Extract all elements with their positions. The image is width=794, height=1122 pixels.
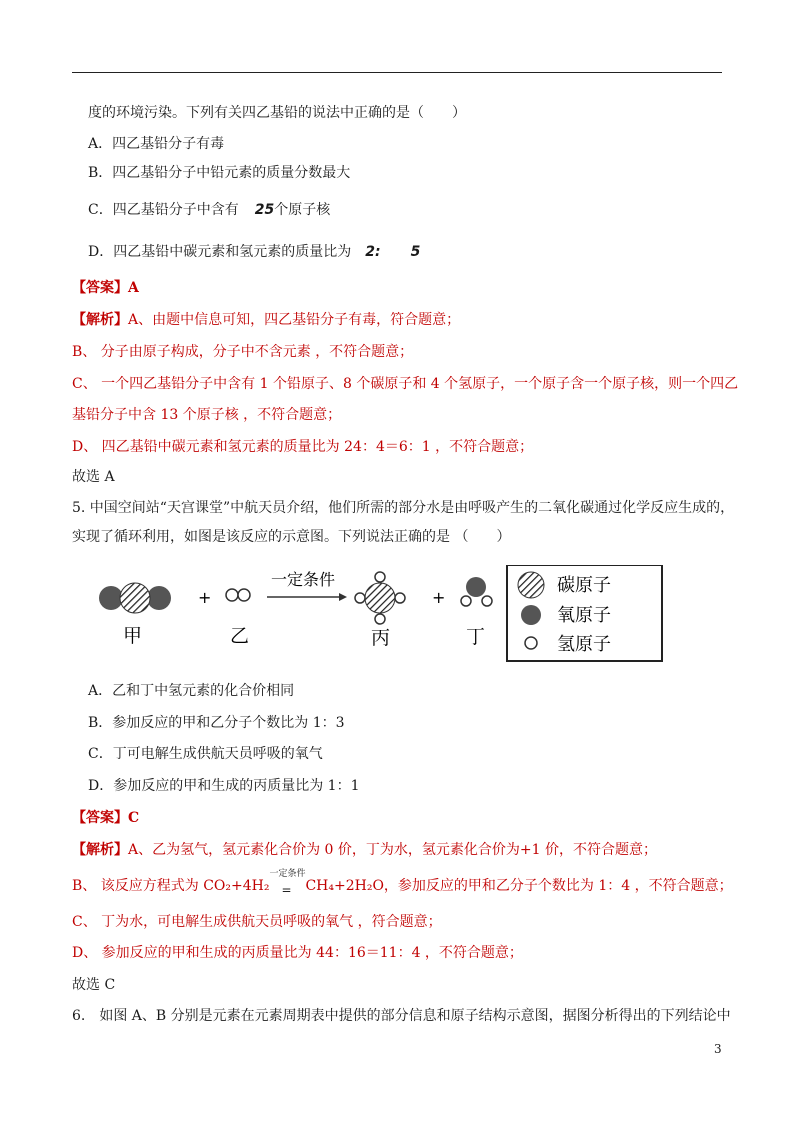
q5-analysis-d: D、 参加反应的甲和生成的丙质量比为 44：16＝11：4 ，不符合题意； (72, 945, 523, 961)
q4-answer-label: 【答案】 (72, 280, 128, 296)
q4-option-d-ratio-b: 5 (410, 244, 421, 260)
plus-sign-2: + (432, 588, 446, 607)
reaction-arrow-head (339, 593, 347, 601)
molecule-jia (99, 583, 171, 613)
reaction-diagram (95, 565, 665, 665)
q5-option-d: D．参加反应的甲和生成的丙质量比为 1：1 (88, 778, 360, 794)
q5-analysis-label: 【解析】 (72, 842, 128, 858)
q4-option-c-text: C．四乙基铅分子中含有 (88, 202, 239, 218)
q5-answer-label: 【答案】 (72, 810, 128, 826)
equation-condition: 一定条件 (269, 869, 306, 879)
q4-analysis-a (72, 310, 460, 330)
q4-analysis-d: D、 四乙基铅中碳元素和氢元素的质量比为 24：4＝6：1 ，不符合题意； (72, 439, 534, 455)
oxygen-atom (466, 577, 486, 597)
legend-hydrogen-label: 氢原子 (557, 634, 611, 655)
q5-analysis-b-pre: B、 该反应方程式为 CO₂+4H₂ (72, 878, 270, 894)
q4-analysis-a-text: A、由题中信息可知，四乙基铅分子有毒，符合题意； (128, 312, 461, 328)
q5-option-c: C．丁可电解生成供航天员呼吸的氧气 (88, 746, 323, 762)
legend-oxygen-icon (521, 605, 541, 625)
reaction-condition-equals (269, 869, 306, 897)
q4-option-b: B．四乙基铅分子中铅元素的质量分数最大 (88, 165, 351, 181)
q5-analysis-c: C、 丁为水，可电解生成供航天员呼吸的氧气 ，符合题意； (72, 914, 442, 930)
hydrogen-atom (238, 589, 250, 601)
molecule-bing (355, 572, 405, 624)
legend-hydrogen-icon (525, 637, 537, 649)
q4-option-c-tail: 个原子核 (274, 202, 331, 218)
q4-answer-value: A (128, 280, 139, 296)
q4-choose: 故选 A (72, 469, 115, 485)
q4-option-d-ratio-a: 2: (365, 244, 381, 260)
label-ding: 丁 (466, 626, 486, 648)
plus-sign-1: + (198, 588, 212, 607)
q5-analysis-b-post: CH₄+2H₂O，参加反应的甲和乙分子个数比为 1：4 ，不符合题意； (305, 878, 733, 894)
label-jia: 甲 (123, 625, 143, 647)
hydrogen-atom (355, 593, 365, 603)
q5-stem-line1: 5. 中国空间站“天宫课堂”中航天员介绍，他们所需的部分水是由呼吸产生的二氧化碳通过化学反应生成的， (72, 500, 735, 516)
molecule-yi (226, 589, 250, 601)
q5-analysis-b (72, 869, 733, 897)
hydrogen-atom (395, 593, 405, 603)
hydrogen-atom (375, 572, 385, 582)
carbon-atom (365, 583, 395, 613)
molecule-ding (461, 577, 492, 606)
q4-stem-tail: 度的环境污染。下列有关四乙基铅的说法中正确的是（ ） (88, 105, 466, 121)
hydrogen-atom (482, 596, 492, 606)
reaction-condition: 一定条件 (271, 570, 336, 589)
q5-choose: 故选 C (72, 977, 116, 993)
legend-oxygen-label: 氧原子 (557, 605, 611, 626)
q5-option-b: B．参加反应的甲和乙分子个数比为 1：3 (88, 715, 345, 731)
q4-option-c-num: 25 (254, 202, 275, 218)
label-yi: 乙 (230, 625, 250, 647)
oxygen-atom (147, 586, 171, 610)
q5-analysis-a (72, 840, 657, 860)
q5-answer-value: C (128, 810, 140, 826)
q4-analysis-b: B、 分子由原子构成，分子中不含元素 ，不符合题意； (72, 344, 414, 360)
q5-option-a: A．乙和丁中氢元素的化合价相同 (88, 683, 295, 699)
equation-equals: = (281, 883, 292, 897)
header-rule (72, 72, 722, 73)
q4-option-d-text: D．四乙基铅中碳元素和氢元素的质量比为 (88, 244, 352, 260)
legend-carbon-label: 碳原子 (557, 575, 611, 596)
q4-analysis-c1: C、 一个四乙基铅分子中含有 1 个铅原子、8 个碳原子和 4 个氢原子，一个原子含一个原子核，则一个四乙 (72, 376, 739, 392)
page-number: 3 (714, 1042, 722, 1056)
q6-stem-line1: 6. 如图 A、B 分别是元素在元素周期表中提供的部分信息和原子结构示意图，据图分析得出的下列结论中 (72, 1008, 731, 1024)
carbon-atom (120, 583, 150, 613)
q4-analysis-label: 【解析】 (72, 312, 128, 328)
q5-stem-line2: 实现了循环利用，如图是该反应的示意图。下列说法正确的是 （ ） (72, 529, 511, 545)
hydrogen-atom (375, 614, 385, 624)
legend-carbon-icon (518, 572, 544, 598)
q4-answer (72, 278, 139, 298)
q4-analysis-c2: 基铅分子中含 13 个原子核 ，不符合题意； (72, 407, 342, 423)
q4-option-d (88, 242, 420, 262)
oxygen-atom (99, 586, 123, 610)
q4-option-c (88, 200, 330, 220)
hydrogen-atom (226, 589, 238, 601)
q5-analysis-a-text: A、乙为氢气，氢元素化合价为 0 价，丁为水，氢元素化合价为+1 价，不符合题意； (128, 842, 658, 858)
label-bing: 丙 (371, 627, 391, 649)
q5-answer (72, 808, 139, 828)
hydrogen-atom (461, 596, 471, 606)
q4-option-a: A．四乙基铅分子有毒 (88, 136, 225, 152)
